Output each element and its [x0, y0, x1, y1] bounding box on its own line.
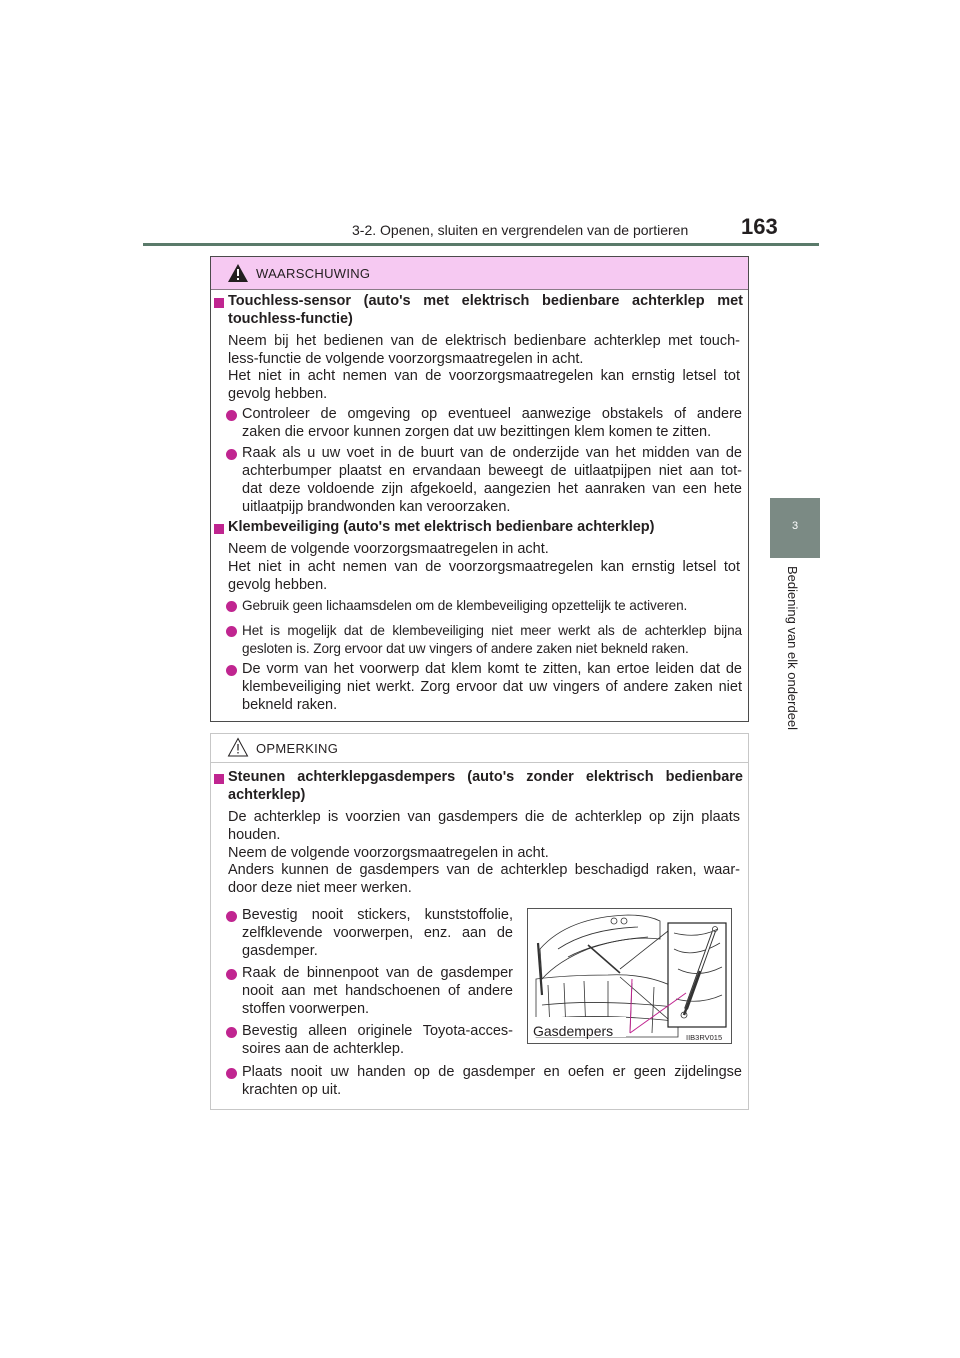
bullet-text: Bevestig alleen originele Toyota-acces-	[242, 1023, 513, 1039]
bullet-text: gesloten is. Zorg ervoor dat uw vingers of andere zaken niet bekneld raken.	[242, 641, 689, 656]
bullet-text: Raak de binnenpoot van de gasdemper	[242, 965, 513, 981]
section-title: 3-2. Openen, sluiten en vergrendelen van de portieren	[352, 222, 689, 238]
paragraph-line: Neem de volgende voorzorgsmaatregelen in acht.	[228, 845, 549, 861]
bullet-text: uitlaatpijp brandwonden kan veroorzaken.	[242, 499, 511, 515]
bullet-text: zaken die ervoor kunnen zorgen dat uw bezittingen klem komen te zitten.	[242, 424, 712, 440]
paragraph-line: gevolg hebben.	[228, 386, 328, 402]
warning-triangle-icon	[227, 263, 249, 283]
bullet-text: nooit aan met handschoenen of andere	[242, 983, 513, 999]
header-rule	[143, 243, 819, 246]
paragraph-line: Neem bij het bedienen van de elektrisch bedienbare achterklep met touch-	[228, 333, 740, 349]
bullet-text: achterbumper plaatst en ervandaan beweegt de uitlaatpijpen niet aan tot-	[242, 463, 742, 479]
bullet-text: stoffen voorwerpen.	[242, 1001, 370, 1017]
bullet-text: dat deze voldoende zijn afgekoeld, aangezien het aanraken van een hete	[242, 481, 742, 497]
bullet-icon	[226, 969, 237, 980]
bullet-icon	[226, 1068, 237, 1079]
paragraph-line: Anders kunnen de gasdempers van de achterklep beschadigd raken, waar-	[228, 862, 740, 878]
warning-label: WAARSCHUWING	[256, 266, 371, 281]
figure-code: IIB3RV015	[686, 1033, 723, 1042]
paragraph-line: gevolg hebben.	[228, 577, 328, 593]
paragraph-line: door deze niet meer werken.	[228, 880, 412, 896]
section-marker	[214, 774, 224, 784]
section-heading: touchless-functie)	[228, 311, 353, 327]
note-label: OPMERKING	[256, 741, 339, 756]
bullet-text: gasdemper.	[242, 943, 318, 959]
bullet-text: bekneld raken.	[242, 697, 338, 713]
section-heading: Klembeveiliging (auto's met elektrisch bedienbare achterklep)	[228, 519, 655, 535]
bullet-icon	[226, 410, 237, 421]
bullet-text: Raak als u uw voet in de buurt van de onderzijde van het midden van de	[242, 445, 742, 461]
note-header	[211, 734, 748, 763]
bullet-text: klembeveiliging niet werkt. Zorg ervoor dat uw vingers of andere zaken niet	[242, 679, 742, 695]
paragraph-line: houden.	[228, 827, 281, 843]
paragraph-line: Het niet in acht nemen van de voorzorgsmaatregelen kan ernstig letsel tot	[228, 559, 740, 575]
bullet-text: krachten op uit.	[242, 1082, 342, 1098]
chapter-number: 3	[791, 520, 799, 532]
bullet-icon	[226, 1027, 237, 1038]
caution-triangle-icon	[227, 737, 249, 757]
section-heading: Touchless-sensor (auto's met elektrisch bedienbare achterklep met	[228, 293, 743, 309]
chapter-label	[778, 566, 814, 766]
page-number: 163	[741, 214, 778, 239]
section-marker	[214, 524, 224, 534]
paragraph-line: Het niet in acht nemen van de voorzorgsmaatregelen kan ernstig letsel tot	[228, 368, 740, 384]
bullet-text: Gebruik geen lichaamsdelen om de klembeveiliging opzettelijk te activeren.	[242, 598, 688, 613]
section-marker	[214, 298, 224, 308]
bullet-text: Plaats nooit uw handen op de gasdemper en oefen er geen zijdelingse	[242, 1064, 742, 1080]
bullet-text: De vorm van het voorwerp dat klem komt te zitten, kan ertoe leiden dat de	[242, 661, 742, 677]
bullet-text: Het is mogelijk dat de klembeveiliging niet meer werkt als de achterklep bijna	[242, 623, 742, 638]
section-heading: achterklep)	[228, 787, 306, 803]
bullet-text: Controleer de omgeving op eventueel aanwezige obstakels of andere	[242, 406, 742, 422]
bullet-icon	[226, 665, 237, 676]
bullet-icon	[226, 911, 237, 922]
chapter-tab	[770, 498, 820, 558]
bullet-text: Bevestig nooit stickers, kunststoffolie,	[242, 907, 513, 923]
paragraph-line: less-functie de volgende voorzorgsmaatregelen in acht.	[228, 351, 584, 367]
figure-caption: Gasdempers	[533, 1023, 614, 1039]
paragraph-line: Neem de volgende voorzorgsmaatregelen in acht.	[228, 541, 549, 557]
paragraph-line: De achterklep is voorzien van gasdempers die de achterklep op zijn plaats	[228, 809, 740, 825]
warning-header	[211, 257, 748, 290]
chapter-label-text: Bediening van elk onderdeel	[785, 566, 800, 731]
bullet-text: soires aan de achterklep.	[242, 1041, 405, 1057]
bullet-icon	[226, 626, 237, 637]
section-heading: Steunen achterklepgasdempers (auto's zonder elektrisch bedienbare	[228, 769, 743, 785]
bullet-icon	[226, 449, 237, 460]
bullet-text: zelfklevende voorwerpen, enz. aan de	[242, 925, 513, 941]
bullet-icon	[226, 601, 237, 612]
